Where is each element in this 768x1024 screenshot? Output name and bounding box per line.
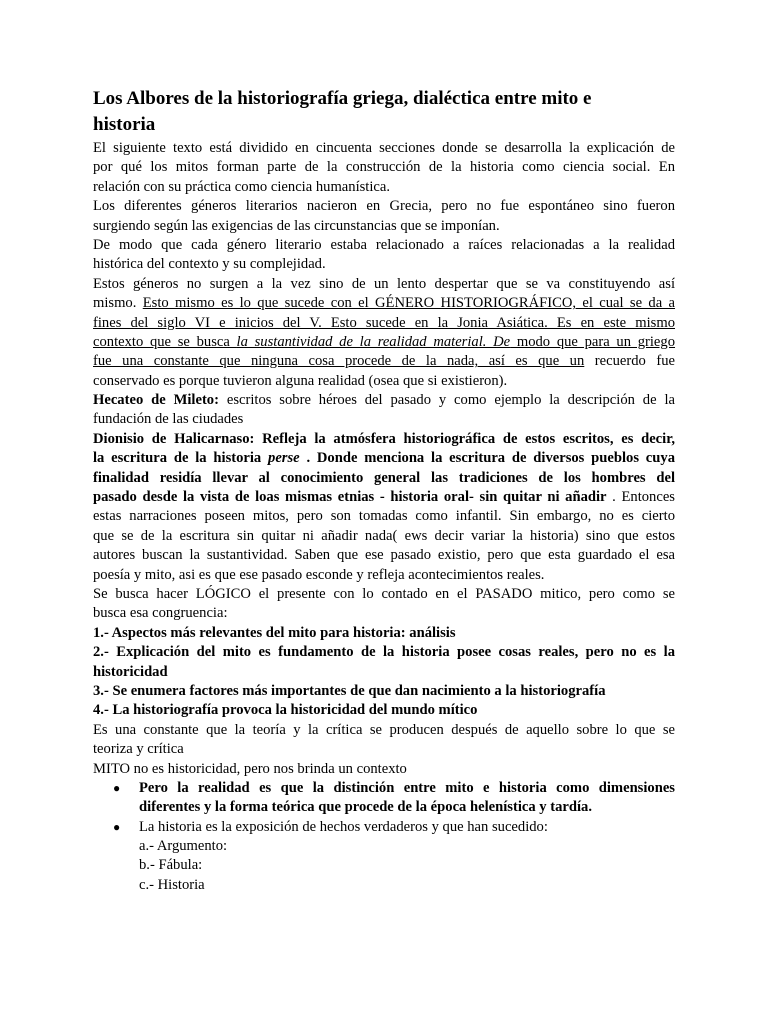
bullet-text: diferentes y la forma teórica que procede de la época helenística y tardía.	[139, 799, 592, 816]
bold-line: Dionisio de Halicarnaso: Refleja la atmósfera historiográfica de estos escritos, es decir,	[93, 430, 675, 447]
sub-list-item: b.- Fábula:	[139, 857, 203, 874]
numbered-item: 2.- Explicación del mito es fundamento de la historia posee cosas reales, pero no es la	[93, 644, 675, 661]
paragraph-line: Se busca hacer LÓGICO el presente con lo contado en el PASADO mitico, pero como se	[93, 585, 675, 602]
bold-text: pasado desde la vista de loas mismas etnias - historia oral- sin quitar ni añadir	[93, 489, 607, 506]
text-run: recuerdo fue	[584, 353, 675, 370]
sub-list-item: a.- Argumento:	[139, 838, 228, 855]
numbered-item: 3.- Se enumera factores más importantes de que dan nacimiento a la historiografía	[93, 682, 606, 699]
text-run: . Donde menciona la escritura de diversos pueblos cuya	[299, 450, 675, 467]
text-run: mismo.	[93, 295, 143, 312]
bold-line: finalidad residía llevar al conocimiento general las tradiciones de los hombres del	[93, 469, 675, 486]
title-line: Los Albores de la historiografía griega, dialéctica entre mito e	[93, 88, 592, 109]
bullet-text: Pero la realidad es que la distinción entre mito e historia como dimensiones	[139, 779, 675, 796]
paragraph-line: surgiendo según las exigencias de las circunstancias que se imponían.	[93, 217, 500, 234]
numbered-item-continuation: historicidad	[93, 663, 168, 680]
paragraph-line	[93, 391, 675, 410]
paragraph-line: autores buscan la sustantividad. Saben que ese pasado existio, pero que esta guardado el esa	[93, 547, 675, 564]
bold-term: Hecateo de Mileto:	[93, 392, 219, 409]
bullet-item-continuation	[93, 798, 675, 817]
document-title	[93, 86, 675, 138]
bullet-text: La historia es la exposición de hechos verdaderos y que han sucedido:	[139, 818, 548, 835]
underlined-text: Esto mismo es lo que sucede con el GÉNERO HISTORIOGRÁFICO, el cual se da a	[142, 295, 676, 312]
italic-term: perse	[268, 450, 300, 467]
paragraph-line	[93, 294, 675, 313]
text-run: escritos sobre héroes del pasado y como ejemplo la descripción de la	[218, 392, 675, 409]
underlined-text: contexto que se busca	[93, 333, 237, 350]
paragraph-line	[93, 333, 675, 352]
document-body	[93, 139, 675, 895]
document-page	[93, 86, 675, 895]
paragraph-line: poesía y mito, asi es que ese pasado esconde y refleja acontecimientos reales.	[93, 566, 545, 583]
numbered-item: 4.- La historiografía provoca la historicidad del mundo mítico	[93, 702, 478, 719]
paragraph-line: histórica del contexto y su complejidad.	[93, 256, 326, 273]
intro-line: relación con su práctica como ciencia humanística.	[93, 178, 391, 195]
bullet-icon: ●	[113, 819, 121, 834]
underlined-line: fines del siglo VI e inicios del V. Esto sucede en la Jonia Asiática. Es en este mismo	[93, 314, 675, 331]
intro-line: por qué los mitos forman parte de la construcción de la historia como ciencia social. En	[93, 159, 675, 176]
title-line: historia	[93, 114, 156, 135]
paragraph-line: busca esa congruencia:	[93, 605, 228, 622]
underlined-text: fue una constante que ninguna cosa procede de la nada, así es que un	[93, 353, 585, 370]
bullet-icon: ●	[113, 780, 121, 795]
underlined-text: modo que para un griego	[510, 333, 676, 350]
paragraph-line: Es una constante que la teoría y la crítica se producen después de aquello sobre lo que se	[93, 721, 675, 738]
paragraph-line	[93, 352, 675, 371]
text-run: la escritura de la historia	[93, 450, 269, 467]
paragraph-line: estas narraciones poseen mitos, pero son tomadas como infantil. Sin embargo, no es cierto	[93, 508, 675, 525]
paragraph-line: teoriza y crítica	[93, 741, 184, 758]
intro-line: El siguiente texto está dividido en cincuenta secciones donde se desarrolla la explicación de	[93, 140, 675, 156]
bullet-item	[93, 779, 675, 798]
numbered-item: 1.- Aspectos más relevantes del mito para historia: análisis	[93, 624, 456, 641]
text-run: . Entonces	[606, 489, 675, 506]
paragraph-line: que se de la escritura sin quitar ni añadir nada( ews decir variar la historia) sino que estos	[93, 527, 675, 544]
paragraph-line: Estos géneros no surgen a la vez sino de un lento despertar que se va constituyendo así	[93, 275, 675, 292]
paragraph-line: Los diferentes géneros literarios nacieron en Grecia, pero no fue espontáneo sino fueron	[93, 198, 675, 215]
paragraph-line: fundación de las ciudades	[93, 411, 244, 428]
bold-line	[93, 449, 675, 468]
paragraph-line	[93, 488, 675, 507]
paragraph-line: De modo que cada género literario estaba relacionado a raíces relacionadas a la realidad	[93, 236, 675, 253]
paragraph-line: conservado es porque tuvieron alguna realidad (osea que si existieron).	[93, 372, 508, 389]
underlined-italic-text: la sustantividad de la realidad material. De	[236, 333, 511, 350]
paragraph-line: MITO no es historicidad, pero nos brinda un contexto	[93, 760, 407, 777]
sub-list-item: c.- Historia	[139, 876, 205, 893]
bullet-item	[93, 818, 675, 837]
